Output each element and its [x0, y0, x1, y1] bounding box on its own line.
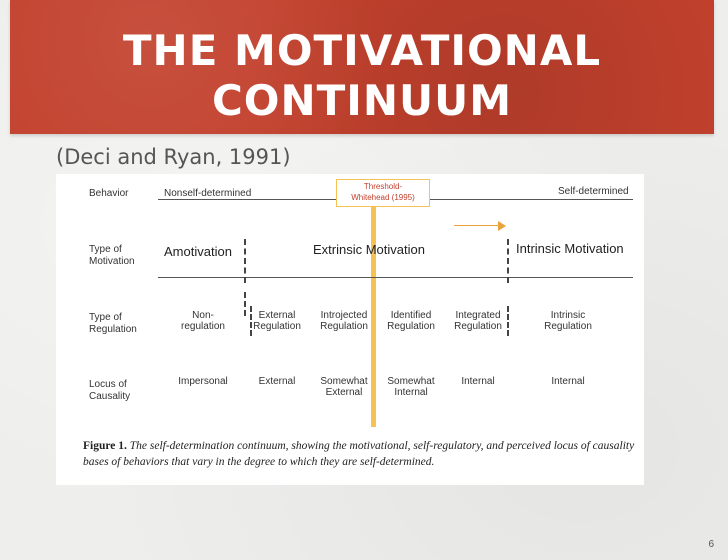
citation: (Deci and Ryan, 1991) [56, 145, 291, 169]
amotivation-label: Amotivation [164, 244, 232, 259]
figure-caption [83, 438, 643, 470]
intrinsic-divider [507, 239, 509, 283]
regulation-item-line1: External [258, 310, 296, 321]
regulation-item-line2: Regulation [454, 321, 502, 332]
regulation-row-label-line2: Regulation [89, 324, 137, 335]
figure-caption-label: Figure 1. [83, 440, 127, 452]
locus-item-line1: Internal [461, 376, 495, 387]
behavior-right-label: Self-determined [558, 186, 629, 197]
locus-item [538, 376, 598, 387]
extrinsic-motivation-label: Extrinsic Motivation [313, 242, 425, 257]
locus-item-line1: Internal [551, 376, 585, 387]
regulation-item-line1: Intrinsic [550, 310, 586, 321]
regulation-item-line2: Regulation [544, 321, 592, 332]
regulation-item-line2: Regulation [387, 321, 435, 332]
figure-caption-text-line1: The self-determination continuum, showing the motivational, self-regulatory, and perceived locus of causality [129, 440, 635, 452]
slide-title-line1: THE MOTIVATIONAL [122, 26, 602, 75]
locus-item-line2: External [325, 387, 363, 398]
threshold-label [336, 179, 430, 207]
regulation-item-line1: Non- [192, 310, 214, 321]
regulation-item-line1: Integrated [455, 310, 501, 321]
regulation-item [249, 310, 305, 332]
regulation-item [448, 310, 508, 332]
locus-row-label-line1: Locus of [89, 379, 127, 390]
behavior-row-label: Behavior [89, 188, 129, 199]
amotivation-divider [244, 239, 246, 283]
locus-item [448, 376, 508, 387]
locus-item-line1: Impersonal [178, 376, 228, 387]
locus-row-label-line2: Causality [89, 391, 131, 402]
motivation-row-label-line1: Type of [89, 244, 122, 255]
locus-item-line1: External [258, 376, 296, 387]
regulation-item-line2: Regulation [320, 321, 368, 332]
direction-arrow-line [454, 225, 500, 226]
title-banner [10, 0, 714, 134]
regulation-divider-top [244, 292, 246, 316]
figure-image [56, 174, 644, 485]
locus-item [168, 376, 238, 387]
motivation-axis-line [158, 277, 633, 278]
threshold-label-line1: Threshold- [363, 182, 403, 191]
locus-item-line2: Internal [394, 387, 428, 398]
regulation-item [168, 310, 238, 332]
regulation-row-label-line1: Type of [89, 312, 122, 323]
figure-caption-text-line2: bases of behaviors that vary in the degree to which they are self-determined. [83, 456, 435, 468]
intrinsic-motivation-label: Intrinsic Motivation [516, 241, 624, 256]
locus-item-line1: Somewhat [320, 376, 368, 387]
locus-item [313, 376, 375, 398]
locus-item [249, 376, 305, 387]
slide-title-line2: CONTINUUM [211, 76, 513, 125]
regulation-item-line2: regulation [181, 321, 225, 332]
page-number: 6 [708, 539, 714, 550]
threshold-label-line2: Whitehead (1995) [351, 193, 415, 202]
regulation-item-line1: Introjected [320, 310, 368, 321]
locus-item [381, 376, 441, 398]
locus-item-line1: Somewhat [387, 376, 435, 387]
direction-arrow-head [498, 221, 506, 231]
regulation-item [538, 310, 598, 332]
motivation-row-label-line2: Motivation [89, 256, 135, 267]
regulation-item-line2: Regulation [253, 321, 301, 332]
behavior-left-label: Nonself-determined [164, 188, 252, 199]
regulation-item [381, 310, 441, 332]
regulation-item [313, 310, 375, 332]
regulation-item-line1: Identified [390, 310, 432, 321]
